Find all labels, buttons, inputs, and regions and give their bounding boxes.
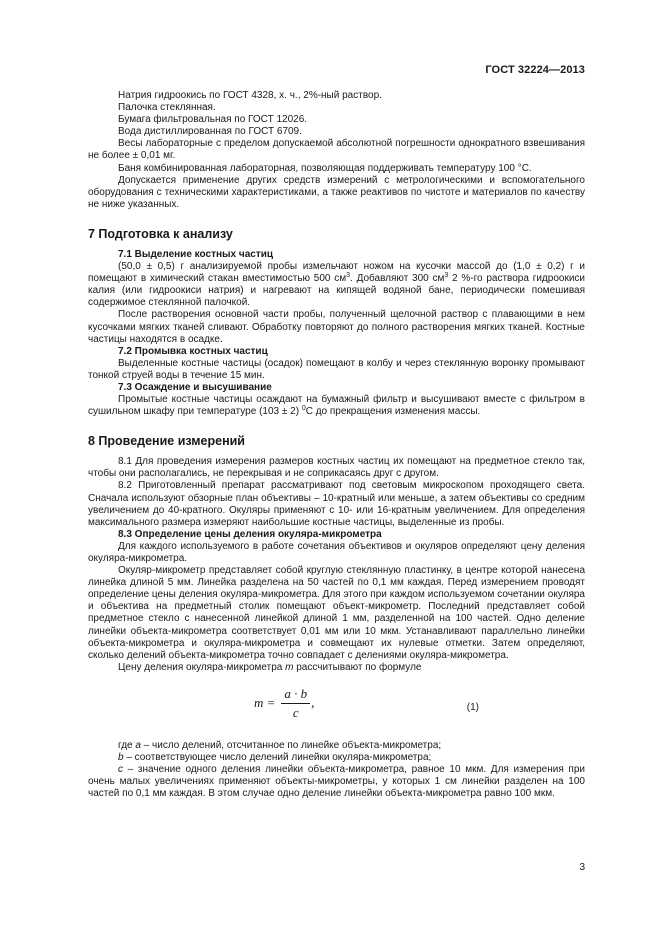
standard-header: ГОСТ 32224—2013 bbox=[485, 64, 585, 76]
paragraph-7-1-2: После растворения основной части пробы, полученный щелочной раствор с плавающими в нем кусочками мягких тканей сливают. Обработку повторяют до полного растворения мягких тканей. Костные частицы находятся в осадке. bbox=[88, 309, 585, 345]
paragraph-8-2: 8.2 Приготовленный препарат рассматривают под световым микроскопом проходящего света. Сначала используют обзорные план объективы – 10-кратный или меньше, а затем объективы со средним увеличением до 40-кратного. Окуляры применяют с 10- или 16-кратным увеличением. Для определения максимального размера измеряют наибольшие костные частицы, выделенные из пробы. bbox=[88, 480, 585, 528]
subsection-7-1-heading: 7.1 Выделение костных частиц bbox=[118, 248, 274, 260]
subsection-7-3-heading: 7.3 Осаждение и высушивание bbox=[118, 381, 272, 393]
paragraph-8-3-3: Цену деления окуляра-микрометра m рассчитывают по формуле bbox=[118, 661, 422, 673]
formula-lhs: m = bbox=[254, 695, 276, 711]
paragraph-7-2: Выделенные костные частицы (осадок) помещают в колбу и через стеклянную воронку промывают тонкой струей воды в течение 15 мин. bbox=[88, 357, 585, 381]
intro-line: Допускается применение других средств измерений с метрологическими и вспомогательного оборудования с техническими характеристиками, а также реактивов по чистоте и материалов по качеству не ниже указанных. bbox=[88, 174, 585, 210]
page-number: 3 bbox=[579, 862, 585, 873]
where-b: b – соответствующее число делений линейки окуляра-микрометра; bbox=[118, 752, 432, 764]
formula-numerator: a · b bbox=[281, 686, 310, 704]
section-8-heading: 8 Проведение измерений bbox=[88, 434, 245, 449]
intro-line: Вода дистиллированная по ГОСТ 6709. bbox=[118, 126, 302, 138]
intro-line: Весы лабораторные с пределом допускаемой абсолютной погрешности однократного взвешивания не более ± 0,01 мг. bbox=[88, 138, 585, 162]
document-body bbox=[88, 90, 585, 800]
paragraph-7-1-1: (50,0 ± 0,5) г анализируемой пробы измельчают ножом на кусочки массой до (1,0 ± 0,2) г и помещают в химический стакан вместимостью 500 $см^3$. Добавляют 300 $см^3$ 2 %-го раствора гидроокиси калия (или гидроокиси натрия) и нагревают на кипящей водяной бане, периодически помешивая содержимое стеклянной палочкой. bbox=[88, 261, 585, 309]
formula-tail: , bbox=[311, 695, 315, 711]
paragraph-8-3-1: Для каждого используемого в работе сочетания объективов и окуляров определяют цену деления окуляра-микрометра. bbox=[88, 540, 585, 564]
formula-block bbox=[88, 684, 585, 732]
intro-line: Палочка стеклянная. bbox=[118, 102, 216, 114]
intro-line: Баня комбинированная лабораторная, позволяющая поддерживать температуру 100 °С. bbox=[118, 162, 532, 174]
paragraph-8-1: 8.1 Для проведения измерения размеров костных частиц их помещают на предметное стекло так, чтобы они располагались, не перекрывая и не соприкасаясь друг с другом. bbox=[88, 456, 585, 480]
subsection-7-2-heading: 7.2 Промывка костных частиц bbox=[118, 345, 268, 357]
formula-number: (1) bbox=[466, 701, 479, 713]
where-c: c – значение одного деления линейки объекта-микрометра, равное 10 мкм. Для измерения при очень малых увеличениях применяют объекты-микрометры, у которых 1 см линейки разделен на 100 частей по 0,1 мм каждая. В этом случае одно деление линейки объекта-микрометра равно 100 мкм. bbox=[88, 764, 585, 800]
paragraph-7-3: Промытые костные частицы осаждают на бумажный фильтр и высушивают вместе с фильтром в сушильном шкафу при температуре (103 ± 2) $^0$С до прекращения изменения массы. bbox=[88, 394, 585, 418]
where-a: где a – число делений, отсчитанное по линейке объекта-микрометра; bbox=[118, 739, 442, 751]
subsection-8-3-heading: 8.3 Определение цены деления окуляра-микрометра bbox=[118, 528, 382, 540]
paragraph-8-3-2: Окуляр-микрометр представляет собой круглую стеклянную пластинку, в центре которой нанесена линейка длиной 5 мм. Линейка разделена на 50 частей по 0,1 мм каждая. Перед измерением проводят определение цены деления окуляра-микрометра. Для этого при каждом используемом сочетании окуляра и объектива на предметный столик помещают объект-микрометр. Последний представляет собой предметное стекло с нанесенной линейкой длиной 1 мм, разделенной на 100 частей. Одно деление линейки объекта-микрометра соответствует 0,01 мм или 10 мкм. Устанавливают параллельно линейки объекта-микрометра и окуляра-микрометра и совмещают их нулевые отметки. Затем определяют, сколько делений объекта-микрометра точно совпадает с делениями окуляра-микрометра. bbox=[88, 565, 585, 661]
section-7-heading: 7 Подготовка к анализу bbox=[88, 226, 233, 241]
intro-line: Бумага фильтровальная по ГОСТ 12026. bbox=[118, 114, 308, 126]
formula-denominator: c bbox=[292, 704, 299, 720]
intro-line: Натрия гидроокись по ГОСТ 4328, х. ч., 2%-ный раствор. bbox=[118, 90, 382, 101]
formula bbox=[254, 686, 314, 721]
formula-fraction bbox=[281, 686, 310, 721]
